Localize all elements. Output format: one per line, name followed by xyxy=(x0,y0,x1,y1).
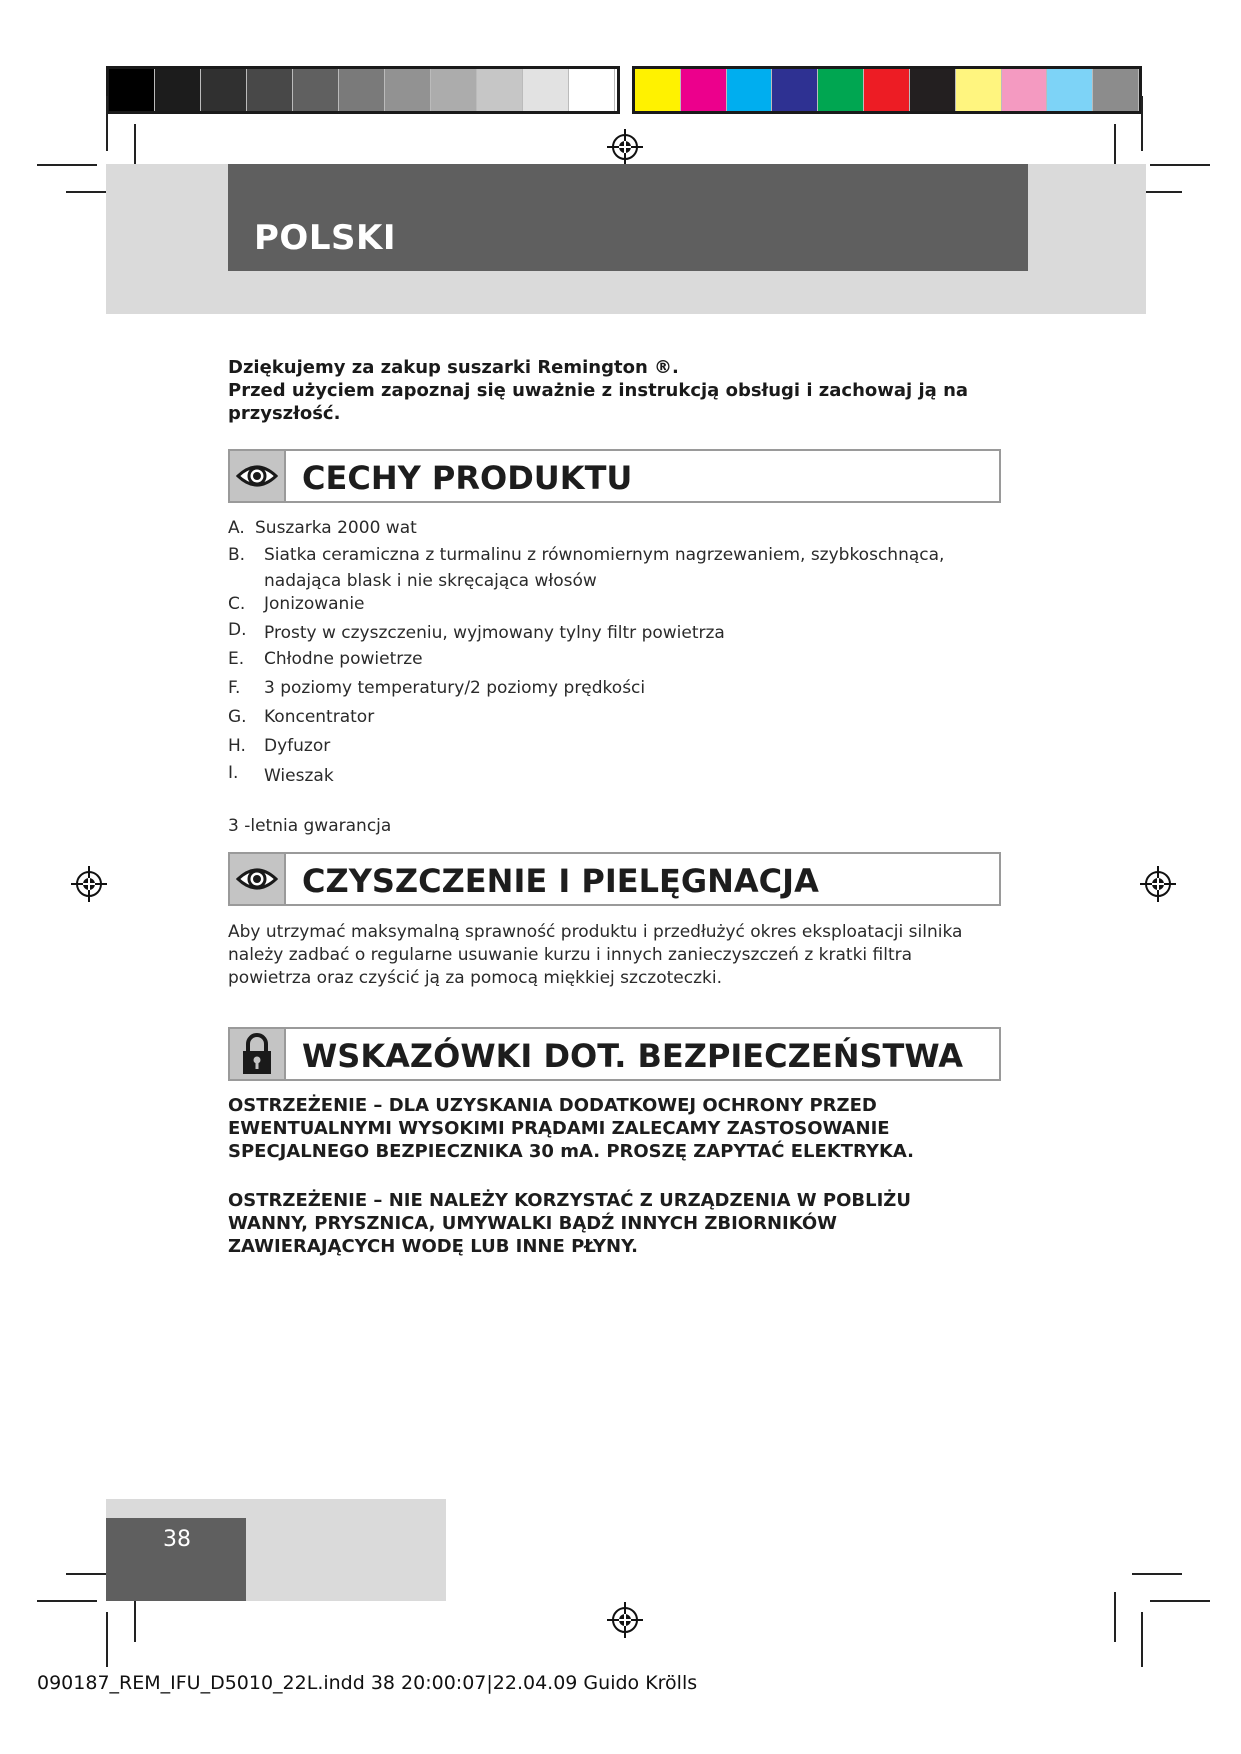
crop-mark xyxy=(37,1600,97,1602)
list-item-letter: C. xyxy=(228,594,246,614)
registration-mark-icon xyxy=(71,866,107,902)
registration-mark-icon xyxy=(607,1602,643,1638)
list-item-text: Siatka ceramiczna z turmalinu z równomiernym nagrzewaniem, szybkoschnąca, xyxy=(264,545,945,565)
list-item-text-continued: nadająca blask i nie skręcająca włosów xyxy=(264,571,597,591)
color-swatch xyxy=(635,69,681,111)
section-header-features xyxy=(228,449,1001,503)
intro-line-2: Przed użyciem zapoznaj się uważnie z instrukcją obsługi i zachowaj ją na przyszłość. xyxy=(228,380,969,424)
intro-text xyxy=(228,356,988,425)
warning-text: OSTRZEŻENIE – NIE NALEŻY KORZYSTAĆ Z URZĄDZENIA W POBLIŻU WANNY, PRYSZNICA, UMYWALKI BĄDŹ INNYCH ZBIORNIKÓW ZAWIERAJĄCYCH WODĘ LUB INNE PŁYNY. xyxy=(228,1190,911,1257)
color-swatch xyxy=(864,69,910,111)
crop-mark xyxy=(106,96,108,151)
section-title: WSKAZÓWKI DOT. BEZPIECZEŃSTWA xyxy=(302,1037,963,1075)
color-swatch xyxy=(1093,69,1139,111)
color-swatch xyxy=(727,69,773,111)
color-swatch xyxy=(477,69,523,111)
list-item-text: Wieszak xyxy=(264,766,334,786)
color-swatch xyxy=(247,69,293,111)
list-item-text: Suszarka 2000 wat xyxy=(255,518,417,538)
color-swatch xyxy=(201,69,247,111)
list-item-letter: B. xyxy=(228,545,246,565)
crop-mark xyxy=(106,1612,108,1667)
color-swatch xyxy=(523,69,569,111)
crop-mark xyxy=(1141,96,1143,151)
color-swatch xyxy=(293,69,339,111)
warning-text: OSTRZEŻENIE – DLA UZYSKANIA DODATKOWEJ OCHRONY PRZED EWENTUALNYMI WYSOKIMI PRĄDAMI ZALECAMY ZASTOSOWANIE SPECJALNEGO BEZPIECZNIKA 30 mA. PROSZĘ ZAPYTAĆ ELEKTRYKA. xyxy=(228,1095,915,1162)
grayscale-calibration-bar xyxy=(106,66,620,114)
section-header-safety xyxy=(228,1027,1001,1081)
color-swatch xyxy=(956,69,1002,111)
crop-mark xyxy=(1150,164,1210,166)
color-swatch xyxy=(910,69,956,111)
section-header-care xyxy=(228,852,1001,906)
print-slug: 090187_REM_IFU_D5010_22L.indd 38 20:00:07|22.04.09 Guido Krölls xyxy=(37,1672,698,1694)
crop-mark xyxy=(1150,1600,1210,1602)
color-swatch xyxy=(818,69,864,111)
list-item-text: Chłodne powietrze xyxy=(264,649,423,669)
crop-mark xyxy=(1141,1612,1143,1667)
list-item-letter: H. xyxy=(228,736,246,756)
section-title: CECHY PRODUKTU xyxy=(302,459,633,497)
list-item-letter: I. xyxy=(228,763,239,783)
list-item-letter: D. xyxy=(228,620,247,640)
registration-mark-icon xyxy=(607,129,643,165)
color-calibration-bar xyxy=(632,66,1142,114)
intro-line-1: Dziękujemy za zakup suszarki Remington ®. xyxy=(228,357,679,378)
color-swatch xyxy=(385,69,431,111)
color-swatch xyxy=(339,69,385,111)
list-item-text: Koncentrator xyxy=(264,707,375,727)
color-swatch xyxy=(772,69,818,111)
crop-mark xyxy=(37,164,97,166)
lock-icon xyxy=(230,1029,286,1079)
page-title: POLSKI xyxy=(254,218,396,258)
eye-icon xyxy=(230,854,286,904)
page-number: 38 xyxy=(163,1527,191,1552)
list-item-letter: E. xyxy=(228,649,245,669)
color-swatch xyxy=(1047,69,1093,111)
list-item-letter: A. xyxy=(228,518,245,538)
crop-mark xyxy=(1132,1573,1182,1575)
list-item-text: Prosty w czyszczeniu, wyjmowany tylny filtr powietrza xyxy=(264,623,725,643)
color-swatch xyxy=(681,69,727,111)
color-swatch xyxy=(431,69,477,111)
list-item-text: 3 poziomy temperatury/2 poziomy prędkości xyxy=(264,678,646,698)
section-title: CZYSZCZENIE I PIELĘGNACJA xyxy=(302,862,819,900)
care-text: Aby utrzymać maksymalną sprawność produktu i przedłużyć okres eksploatacji silnika należy zadbać o regularne usuwanie kurzu i innych zanieczyszczeń z kratki filtra powietrza oraz czyścić ją za pomocą miękkiej szczoteczki. xyxy=(228,922,963,988)
eye-icon xyxy=(230,451,286,501)
list-item-letter: G. xyxy=(228,707,247,727)
color-swatch xyxy=(109,69,155,111)
color-swatch xyxy=(569,69,615,111)
warranty-text: 3 -letnia gwarancja xyxy=(228,816,392,836)
color-swatch xyxy=(1002,69,1048,111)
color-swatch xyxy=(155,69,201,111)
list-item-letter: F. xyxy=(228,678,241,698)
list-item-text: Dyfuzor xyxy=(264,736,331,756)
list-item-text: Jonizowanie xyxy=(264,594,365,614)
crop-mark xyxy=(1114,1592,1116,1642)
registration-mark-icon xyxy=(1140,866,1176,902)
